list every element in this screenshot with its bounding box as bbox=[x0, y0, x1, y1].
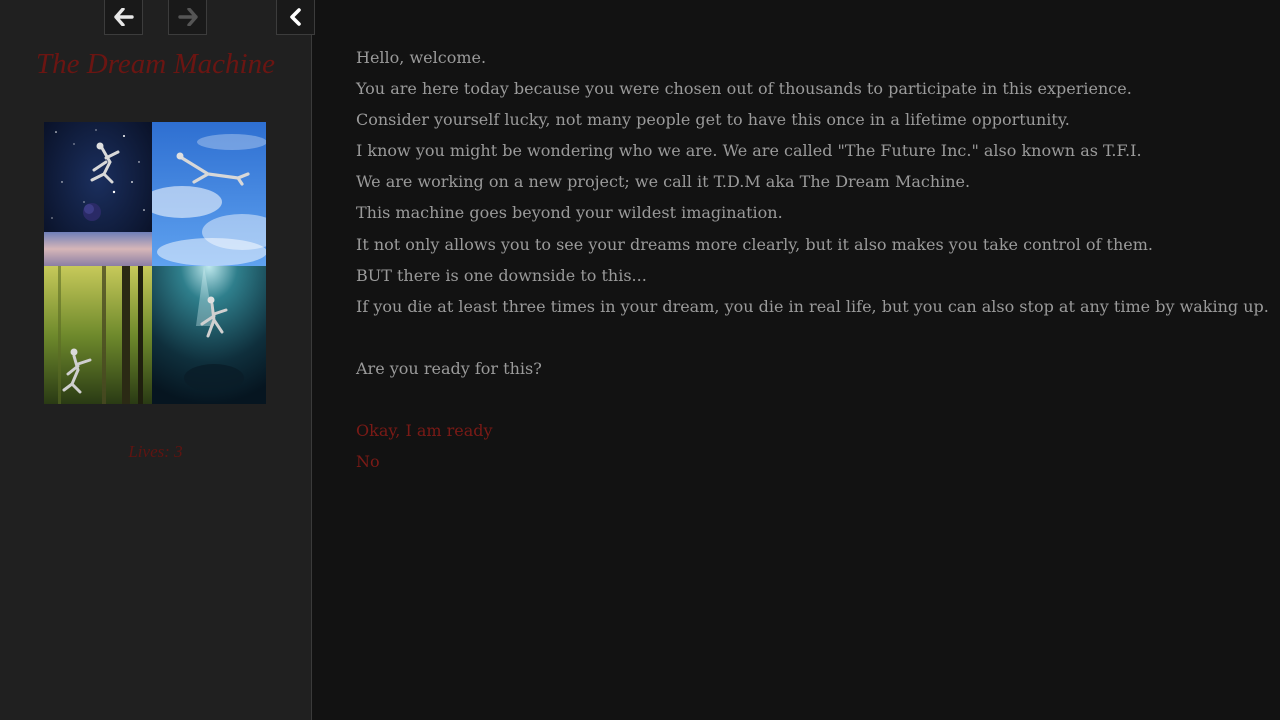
collapse-sidebar-button[interactable] bbox=[276, 0, 315, 35]
arrow-right-icon bbox=[178, 8, 198, 26]
passage-line: We are working on a new project; we call it T.D.M aka The Dream Machine. bbox=[356, 172, 971, 192]
choice-link-no[interactable]: No bbox=[356, 452, 380, 472]
chevron-left-icon bbox=[289, 8, 303, 26]
passage-line: I know you might be wondering who we are. We are called "The Future Inc." also known as T.F.I. bbox=[356, 141, 1142, 161]
lives-counter: Lives: 3 bbox=[128, 442, 183, 461]
sky-panel bbox=[152, 122, 266, 266]
story-sidebar bbox=[0, 0, 312, 720]
arrow-left-icon bbox=[114, 8, 134, 26]
redo-button[interactable] bbox=[168, 0, 207, 35]
forest-panel bbox=[44, 266, 152, 404]
passage-line: Hello, welcome. bbox=[356, 48, 487, 67]
underwater-panel bbox=[152, 266, 266, 404]
story-cover-image bbox=[44, 122, 266, 404]
passage-line: This machine goes beyond your wildest imagination. bbox=[356, 203, 783, 223]
passage-line: It not only allows you to see your dreams more clearly, but it also makes you take control of them. bbox=[356, 234, 1153, 254]
passage-line: BUT there is one downside to this... bbox=[356, 265, 647, 285]
space-panel bbox=[44, 122, 152, 266]
spacer bbox=[356, 387, 1256, 418]
passage-line: You are here today because you were chosen out of thousands to participate in this experience. bbox=[356, 79, 1132, 99]
passage-question: Are you ready for this? bbox=[356, 358, 542, 378]
passage-line: Consider yourself lucky, not many people get to have this once in a lifetime opportunity. bbox=[356, 110, 1070, 130]
passage-line: If you die at least three times in your dream, you die in real life, but you can also stop at any time by waking up. bbox=[356, 296, 1269, 316]
story-title: The Dream Machine bbox=[36, 48, 275, 80]
spacer bbox=[356, 325, 1256, 356]
choice-link-ready[interactable]: Okay, I am ready bbox=[356, 421, 493, 441]
undo-button[interactable] bbox=[104, 0, 143, 35]
passage bbox=[356, 45, 1269, 480]
